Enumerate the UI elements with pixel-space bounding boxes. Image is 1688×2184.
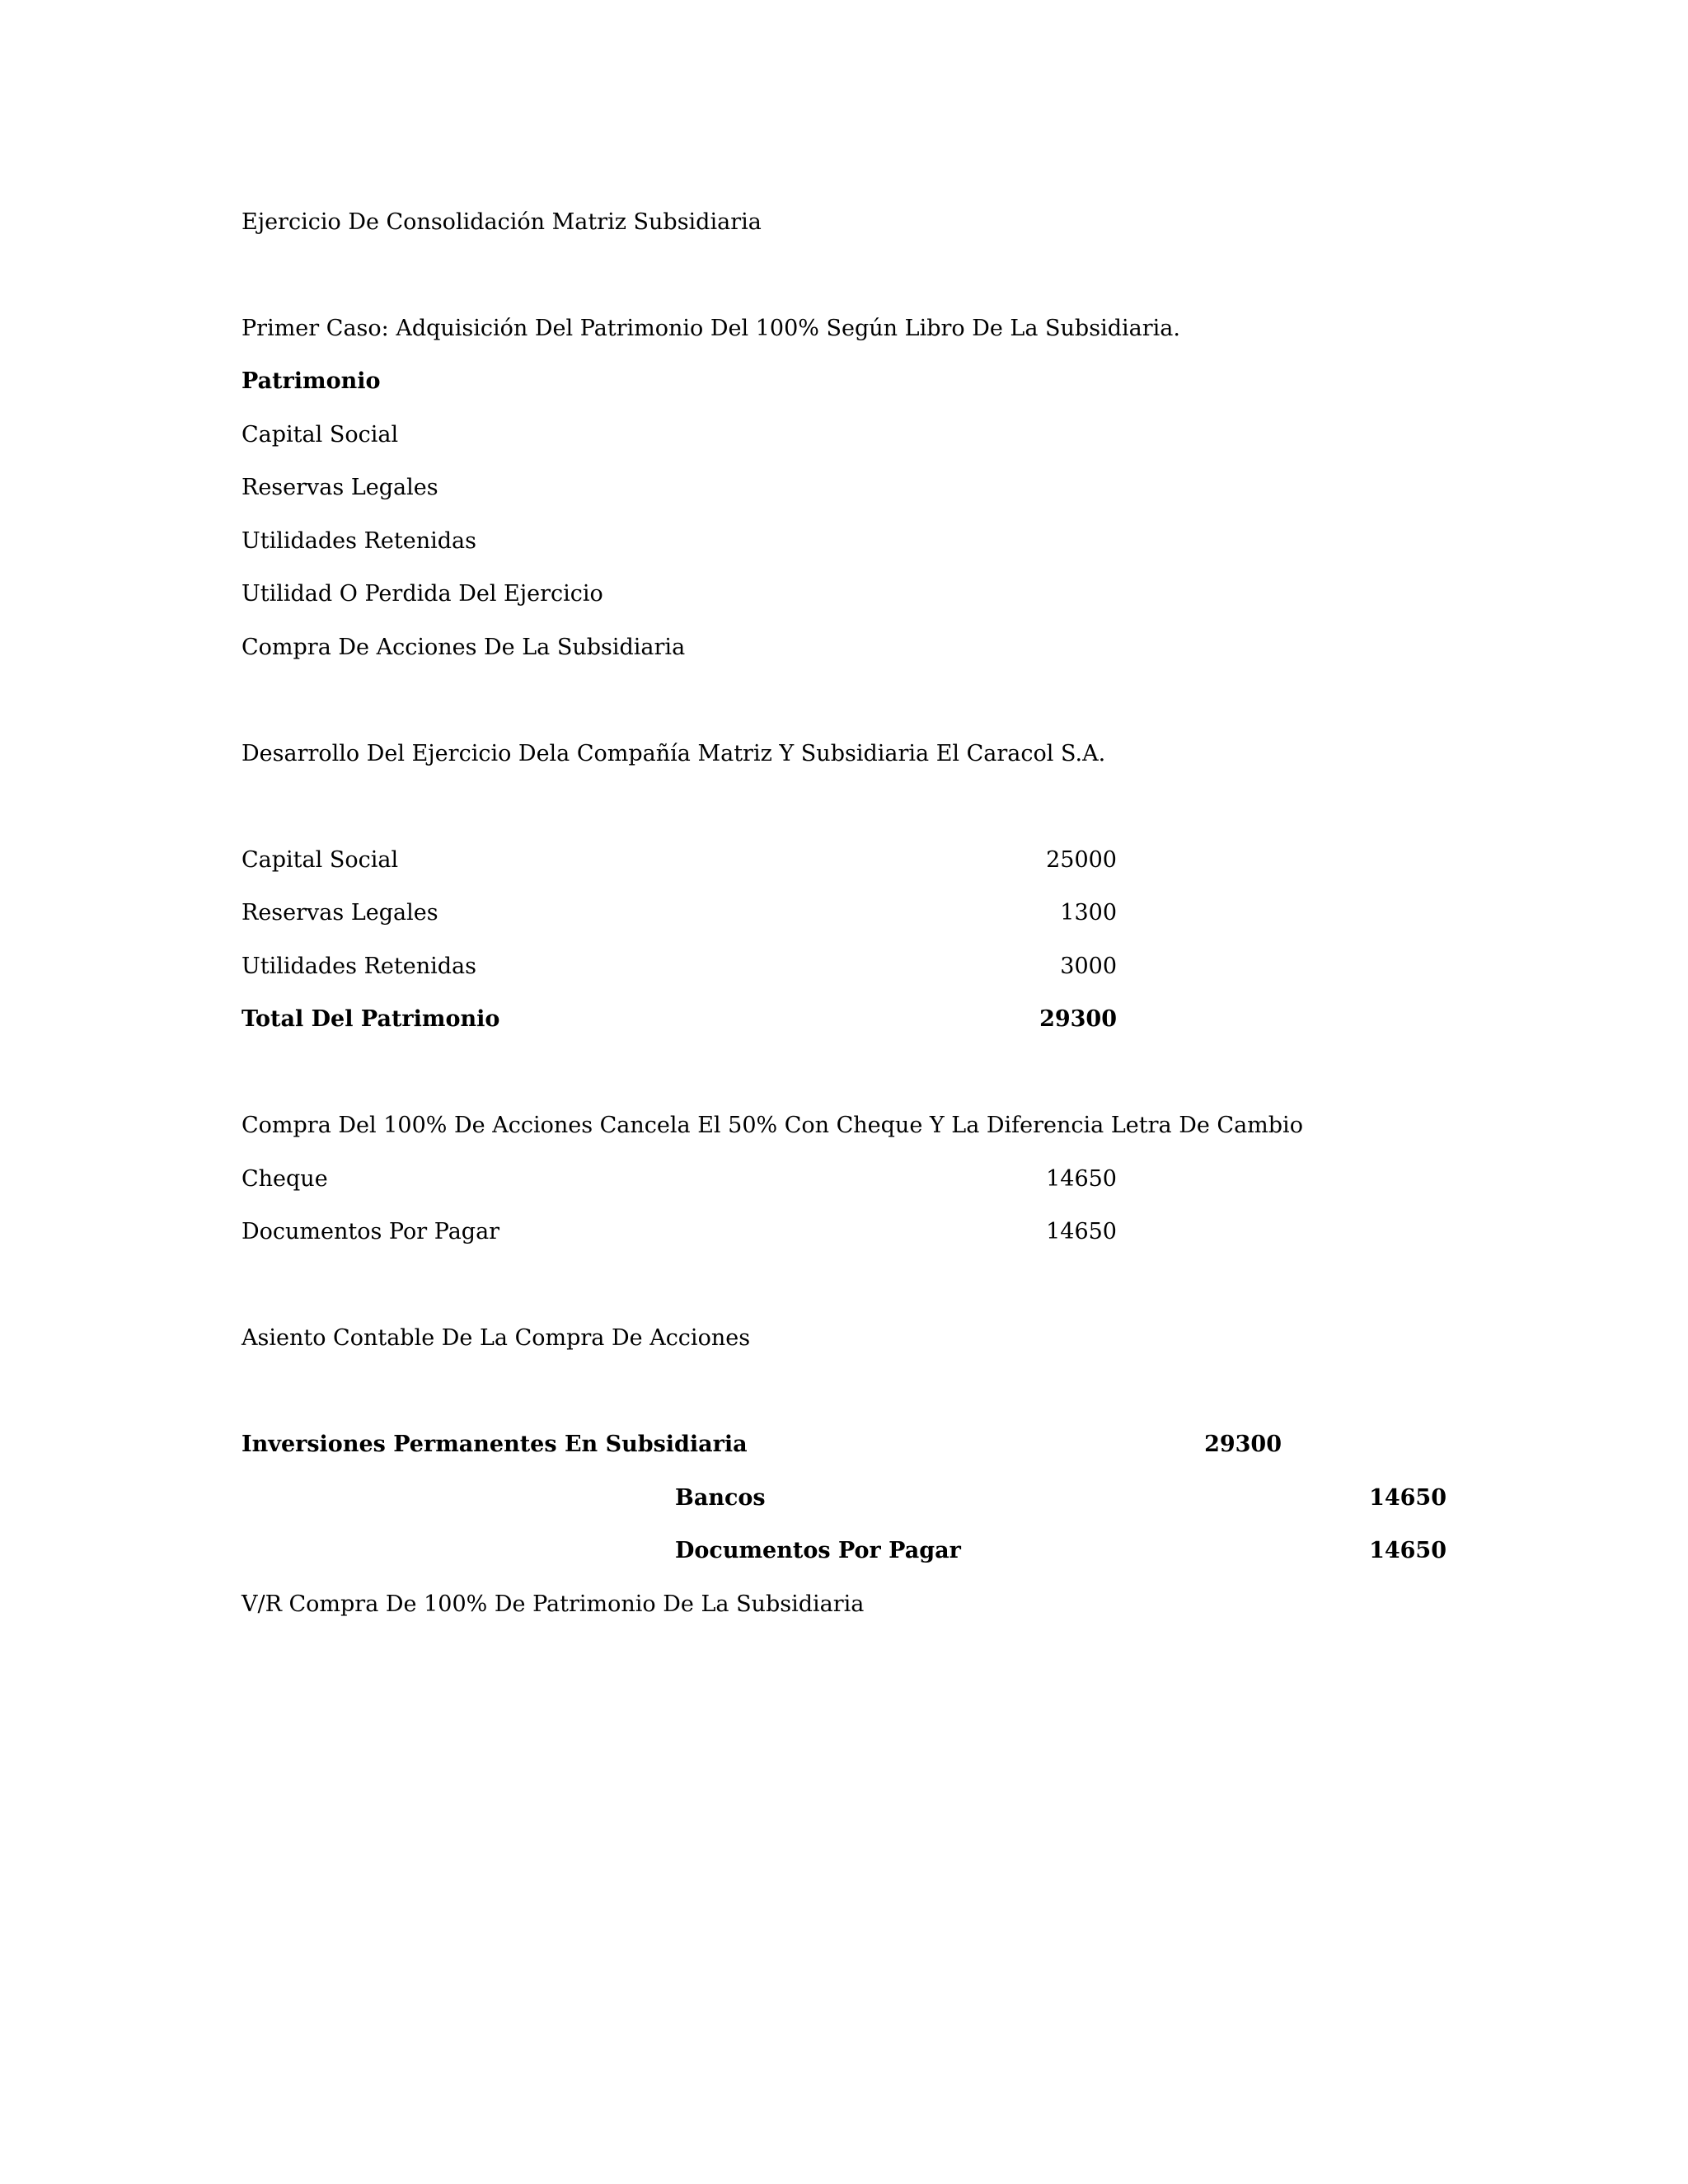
payment-row-value: 14650 (1046, 1166, 1117, 1192)
asiento-description: Asiento Contable De La Compra De Acciones (241, 1325, 751, 1351)
case-description: Primer Caso: Adquisición Del Patrimonio Del 100% Según Libro De La Subsidiaria. (241, 316, 1180, 341)
equity-row-label: Capital Social (241, 847, 399, 873)
journal-debit-amount: 29300 (1204, 1432, 1282, 1457)
compra-description: Compra Del 100% De Acciones Cancela El 50% Con Cheque Y La Diferencia Letra De Cambio (241, 1113, 1303, 1138)
equity-total-label: Total Del Patrimonio (241, 1006, 500, 1032)
journal-credit-amount: 14650 (1369, 1538, 1447, 1563)
equity-row-value: 3000 (1060, 954, 1117, 979)
equity-row-label: Utilidades Retenidas (241, 954, 476, 979)
desarrollo-description: Desarrollo Del Ejercicio Dela Compañía Matriz Y Subsidiaria El Caracol S.A. (241, 741, 1106, 766)
payment-row-value: 14650 (1046, 1219, 1117, 1244)
patrimonio-heading: Patrimonio (241, 368, 381, 394)
journal-credit-account: Bancos (675, 1485, 766, 1511)
patrimonio-item: Capital Social (241, 422, 399, 448)
journal-memo: V/R Compra De 100% De Patrimonio De La Subsidiaria (241, 1591, 865, 1617)
patrimonio-item: Utilidades Retenidas (241, 528, 476, 554)
patrimonio-item: Reservas Legales (241, 475, 438, 500)
payment-row-label: Documentos Por Pagar (241, 1219, 500, 1244)
document-title: Ejercicio De Consolidación Matriz Subsidiaria (241, 209, 762, 235)
equity-total-value: 29300 (1039, 1006, 1117, 1032)
equity-row-label: Reservas Legales (241, 900, 438, 926)
journal-credit-account: Documentos Por Pagar (675, 1538, 961, 1563)
equity-row-value: 25000 (1046, 847, 1117, 873)
journal-debit-account: Inversiones Permanentes En Subsidiaria (241, 1432, 748, 1457)
payment-row-label: Cheque (241, 1166, 328, 1192)
patrimonio-item: Utilidad O Perdida Del Ejercicio (241, 581, 603, 607)
equity-row-value: 1300 (1060, 900, 1117, 926)
patrimonio-item: Compra De Acciones De La Subsidiaria (241, 635, 686, 660)
journal-credit-amount: 14650 (1369, 1485, 1447, 1511)
